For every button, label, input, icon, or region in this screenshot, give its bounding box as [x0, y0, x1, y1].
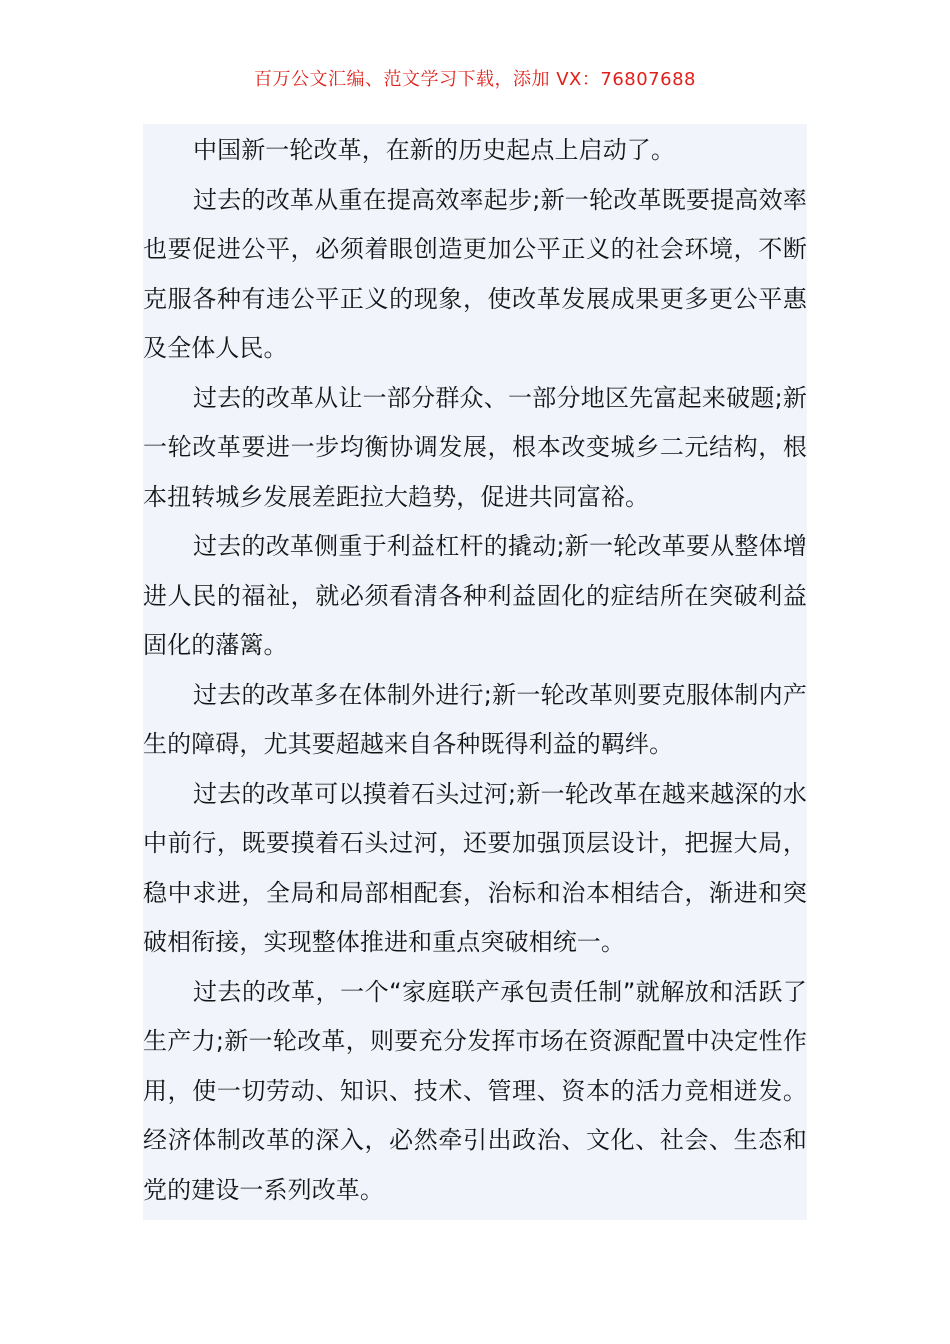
paragraph-1: 中国新一轮改革，在新的历史起点上启动了。	[193, 136, 675, 164]
paragraph-6: 过去的改革可以摸着石头过河;新一轮改革在越来越深的水中前行，既要摸着石头过河，还要加强顶层设计，把握大局，稳中求进，全局和局部相配套，治标和治本相结合，渐进和突破相衔接，实现整体推进和重点突破相统一。	[143, 779, 807, 956]
paragraph-3: 过去的改革从让一部分群众、一部分地区先富起来破题;新一轮改革要进一步均衡协调发展，根本改变城乡二元结构，根本扭转城乡发展差距拉大趋势，促进共同富裕。	[143, 383, 807, 511]
watermark-header: 百万公文汇编、范文学习下载，添加 VX：76807688	[254, 69, 696, 90]
paragraph-4: 过去的改革侧重于利益杠杆的撬动;新一轮改革要从整体增进人民的福祉，就必须看清各种利益固化的症结所在突破利益固化的藩篱。	[143, 532, 807, 659]
paragraph-2: 过去的改革从重在提高效率起步;新一轮改革既要提高效率也要促进公平，必须着眼创造更加公平正义的社会环境，不断克服各种有违公平正义的现象，使改革发展成果更多更公平惠及全体人民。	[143, 185, 807, 362]
document-body	[143, 124, 807, 1220]
paragraph-5: 过去的改革多在体制外进行;新一轮改革则要克服体制内产生的障碍，尤其要超越来自各种既得利益的羁绊。	[143, 680, 807, 758]
paragraph-7: 过去的改革，一个“家庭联产承包责任制”就解放和活跃了生产力;新一轮改革，则要充分发挥市场在资源配置中决定性作用，使一切劳动、知识、技术、管理、资本的活力竞相迸发。经济体制改革的深入，必然牵引出政治、文化、社会、生态和党的建设一系列改革。	[143, 977, 807, 1204]
